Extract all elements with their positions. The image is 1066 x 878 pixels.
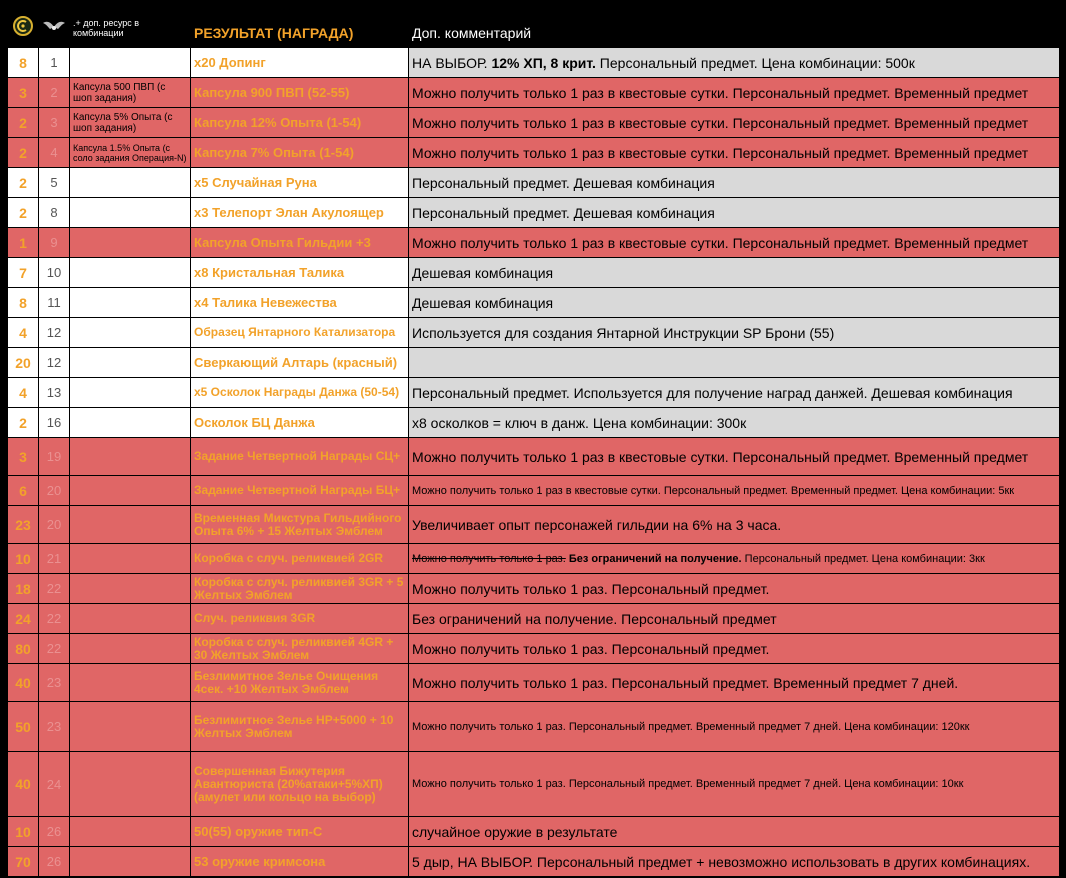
reward-cell: Безлимитное Зелье Очищения 4сек. +10 Желтых Эмблем — [191, 664, 409, 702]
level-cell: 9 — [39, 228, 70, 258]
level-cell: 21 — [39, 544, 70, 574]
table-row — [8, 408, 1060, 438]
comment-cell: Увеличивает опыт персонажей гильдии на 6% на 3 часа. — [409, 506, 1060, 544]
level-cell: 13 — [39, 378, 70, 408]
header-resource: .+ доп. ресурс в комбинации — [70, 9, 191, 48]
comment-part: НА ВЫБОР. — [412, 54, 492, 71]
reward-cell: x8 Кристальная Талика — [191, 258, 409, 288]
comment-cell: Можно получить только 1 раз в квестовые сутки. Персональный предмет. Временный предмет — [409, 108, 1060, 138]
reward-cell: x5 Осколок Награды Данжа (50-54) — [191, 378, 409, 408]
comment-cell: Персональный предмет. Дешевая комбинация — [409, 168, 1060, 198]
comment-cell: Можно получить только 1 раз. Персональный предмет. Временный предмет 7 дней. Цена комбинации: 120кк — [409, 702, 1060, 752]
header-comment: Доп. комментарий — [409, 9, 1060, 48]
resource-cell — [70, 604, 191, 634]
table-row — [8, 288, 1060, 318]
table-row — [8, 476, 1060, 506]
table-row — [8, 78, 1060, 108]
comment-part: Персональный предмет. Цена комбинации: 3кк — [741, 552, 985, 565]
qty-cell: 24 — [8, 604, 39, 634]
table-row — [8, 348, 1060, 378]
resource-cell — [70, 168, 191, 198]
qty-cell: 3 — [8, 78, 39, 108]
table-row — [8, 604, 1060, 634]
comment-cell: Можно получить только 1 раз в квестовые сутки. Персональный предмет. Временный предмет — [409, 438, 1060, 476]
table-row — [8, 168, 1060, 198]
header-count-cell — [8, 9, 39, 48]
resource-cell: Капсула 1.5% Опыта (с соло задания Операция-N) — [70, 138, 191, 168]
level-cell: 20 — [39, 476, 70, 506]
table-row — [8, 752, 1060, 817]
reward-cell: 50(55) оружие тип-С — [191, 817, 409, 847]
resource-cell — [70, 198, 191, 228]
level-cell: 19 — [39, 438, 70, 476]
comment-cell: Персональный предмет. Дешевая комбинация — [409, 198, 1060, 228]
table-row — [8, 48, 1060, 78]
resource-cell — [70, 258, 191, 288]
qty-cell: 40 — [8, 752, 39, 817]
resource-cell — [70, 817, 191, 847]
level-cell: 2 — [39, 78, 70, 108]
reward-cell: Осколок БЦ Данжа — [191, 408, 409, 438]
qty-cell: 70 — [8, 847, 39, 877]
qty-cell: 50 — [8, 702, 39, 752]
combination-table — [7, 8, 1059, 876]
table-row — [8, 574, 1060, 604]
table-row — [8, 108, 1060, 138]
resource-cell — [70, 378, 191, 408]
reward-cell: Временная Микстура Гильдийного Опыта 6% + 15 Желтых Эмблем — [191, 506, 409, 544]
qty-cell: 23 — [8, 506, 39, 544]
comment-bold: Без ограничений на получение. — [565, 552, 742, 565]
header-level-cell — [39, 9, 70, 48]
level-cell: 23 — [39, 702, 70, 752]
level-cell: 26 — [39, 847, 70, 877]
reward-cell: x5 Случайная Руна — [191, 168, 409, 198]
resource-cell — [70, 544, 191, 574]
reward-cell: Задание Четвертной Награды БЦ+ — [191, 476, 409, 506]
resource-cell — [70, 348, 191, 378]
resource-cell: Капсула 500 ПВП (с шоп задания) — [70, 78, 191, 108]
qty-cell: 80 — [8, 634, 39, 664]
qty-cell: 7 — [8, 258, 39, 288]
reward-cell: x20 Допинг — [191, 48, 409, 78]
qty-cell: 40 — [8, 664, 39, 702]
comment-cell: Можно получить только 1 раз. Персональный предмет. Временный предмет 7 дней. Цена комбинации: 10кк — [409, 752, 1060, 817]
reward-cell: 53 оружие кримсона — [191, 847, 409, 877]
qty-cell: 6 — [8, 476, 39, 506]
table-row — [8, 702, 1060, 752]
qty-cell: 10 — [8, 544, 39, 574]
level-cell: 5 — [39, 168, 70, 198]
resource-cell — [70, 574, 191, 604]
level-cell: 8 — [39, 198, 70, 228]
comment-cell: Можно получить только 1 раз. Персональный предмет. — [409, 634, 1060, 664]
resource-cell — [70, 438, 191, 476]
comment-cell: Дешевая комбинация — [409, 258, 1060, 288]
level-cell: 24 — [39, 752, 70, 817]
level-cell: 26 — [39, 817, 70, 847]
level-cell: 12 — [39, 348, 70, 378]
comment-part: Персональный предмет. Цена комбинации: 500к — [595, 54, 915, 71]
reward-cell: Образец Янтарного Катализатора — [191, 318, 409, 348]
resource-cell — [70, 476, 191, 506]
reward-cell: Случ. реликвия 3GR — [191, 604, 409, 634]
comment-cell: Можно получить только 1 раз в квестовые сутки. Персональный предмет. Временный предмет. Цена комбинации: 5кк — [409, 476, 1060, 506]
reward-cell: Коробка с случ. реликвией 2GR — [191, 544, 409, 574]
comment-cell — [409, 348, 1060, 378]
comment-cell: Можно получить только 1 раз в квестовые сутки. Персональный предмет. Временный предмет — [409, 78, 1060, 108]
reward-cell: Безлимитное Зелье HP+5000 + 10 Желтых Эмблем — [191, 702, 409, 752]
reward-cell: Коробка с случ. реликвией 4GR + 30 Желтых Эмблем — [191, 634, 409, 664]
comment-cell: Можно получить только 1 раз в квестовые сутки. Персональный предмет. Временный предмет — [409, 228, 1060, 258]
header-reward: РЕЗУЛЬТАТ (НАГРАДА) — [191, 9, 409, 48]
comment-cell: x8 осколков = ключ в данж. Цена комбинации: 300к — [409, 408, 1060, 438]
table-row — [8, 318, 1060, 348]
reward-cell: Капсула 12% Опыта (1-54) — [191, 108, 409, 138]
resource-cell: Капсула 5% Опыта (с шоп задания) — [70, 108, 191, 138]
table-row — [8, 258, 1060, 288]
reward-cell: Капсула Опыта Гильдии +3 — [191, 228, 409, 258]
qty-cell: 3 — [8, 438, 39, 476]
resource-cell — [70, 506, 191, 544]
level-cell: 11 — [39, 288, 70, 318]
comment-cell — [409, 544, 1060, 574]
resource-cell — [70, 408, 191, 438]
reward-cell: Капсула 900 ПВП (52-55) — [191, 78, 409, 108]
table-row — [8, 506, 1060, 544]
resource-cell — [70, 48, 191, 78]
comment-cell: Дешевая комбинация — [409, 288, 1060, 318]
table-row — [8, 438, 1060, 476]
comment-cell: Можно получить только 1 раз. Персональный предмет. Временный предмет 7 дней. — [409, 664, 1060, 702]
header-row — [8, 9, 1060, 48]
resource-cell — [70, 847, 191, 877]
level-cell: 4 — [39, 138, 70, 168]
reward-cell: Совершенная Бижутерия Авантюриста (20%атаки+5%ХП)(амулет или кольцо на выбор) — [191, 752, 409, 817]
level-cell: 23 — [39, 664, 70, 702]
qty-cell: 18 — [8, 574, 39, 604]
comment-cell: случайное оружие в результате — [409, 817, 1060, 847]
reward-cell: x3 Телепорт Элан Акулоящер — [191, 198, 409, 228]
level-cell: 22 — [39, 574, 70, 604]
qty-cell: 2 — [8, 408, 39, 438]
reward-cell: x4 Талика Невежества — [191, 288, 409, 318]
wings-icon — [42, 18, 66, 34]
qty-cell: 4 — [8, 318, 39, 348]
level-cell: 20 — [39, 506, 70, 544]
qty-cell: 20 — [8, 348, 39, 378]
level-cell: 12 — [39, 318, 70, 348]
resource-cell — [70, 664, 191, 702]
resource-cell — [70, 752, 191, 817]
qty-cell: 2 — [8, 108, 39, 138]
qty-cell: 2 — [8, 168, 39, 198]
table-row — [8, 228, 1060, 258]
comment-cell: 5 дыр, НА ВЫБОР. Персональный предмет + невозможно использовать в других комбинациях. — [409, 847, 1060, 877]
qty-cell: 2 — [8, 138, 39, 168]
comment-cell: Без ограничений на получение. Персональный предмет — [409, 604, 1060, 634]
reward-cell: Задание Четвертной Награды СЦ+ — [191, 438, 409, 476]
comment-cell: Можно получить только 1 раз в квестовые сутки. Персональный предмет. Временный предмет — [409, 138, 1060, 168]
resource-cell — [70, 318, 191, 348]
qty-cell: 2 — [8, 198, 39, 228]
table-row — [8, 138, 1060, 168]
level-cell: 1 — [39, 48, 70, 78]
qty-cell: 8 — [8, 288, 39, 318]
level-cell: 22 — [39, 634, 70, 664]
reward-cell: Капсула 7% Опыта (1-54) — [191, 138, 409, 168]
comment-cell: Персональный предмет. Используется для получение наград данжей. Дешевая комбинация — [409, 378, 1060, 408]
resource-cell — [70, 702, 191, 752]
table-row — [8, 634, 1060, 664]
qty-cell: 10 — [8, 817, 39, 847]
coin-icon — [12, 15, 34, 37]
table-row — [8, 378, 1060, 408]
table-row — [8, 847, 1060, 877]
comment-bold: 12% ХП, 8 крит. — [491, 54, 596, 71]
resource-cell — [70, 634, 191, 664]
resource-cell — [70, 228, 191, 258]
comment-cell: Используется для создания Янтарной Инструкции SP Брони (55) — [409, 318, 1060, 348]
reward-cell: Сверкающий Алтарь (красный) — [191, 348, 409, 378]
table-row — [8, 664, 1060, 702]
comment-cell: Можно получить только 1 раз. Персональный предмет. — [409, 574, 1060, 604]
qty-cell: 1 — [8, 228, 39, 258]
qty-cell: 4 — [8, 378, 39, 408]
resource-cell — [70, 288, 191, 318]
level-cell: 22 — [39, 604, 70, 634]
table-row — [8, 544, 1060, 574]
reward-cell: Коробка с случ. реликвией 3GR + 5 Желтых Эмблем — [191, 574, 409, 604]
level-cell: 10 — [39, 258, 70, 288]
comment-cell — [409, 48, 1060, 78]
level-cell: 3 — [39, 108, 70, 138]
level-cell: 16 — [39, 408, 70, 438]
table-row — [8, 817, 1060, 847]
table-row — [8, 198, 1060, 228]
qty-cell: 8 — [8, 48, 39, 78]
comment-struck: Можно получить только 1 раз. — [412, 552, 566, 565]
